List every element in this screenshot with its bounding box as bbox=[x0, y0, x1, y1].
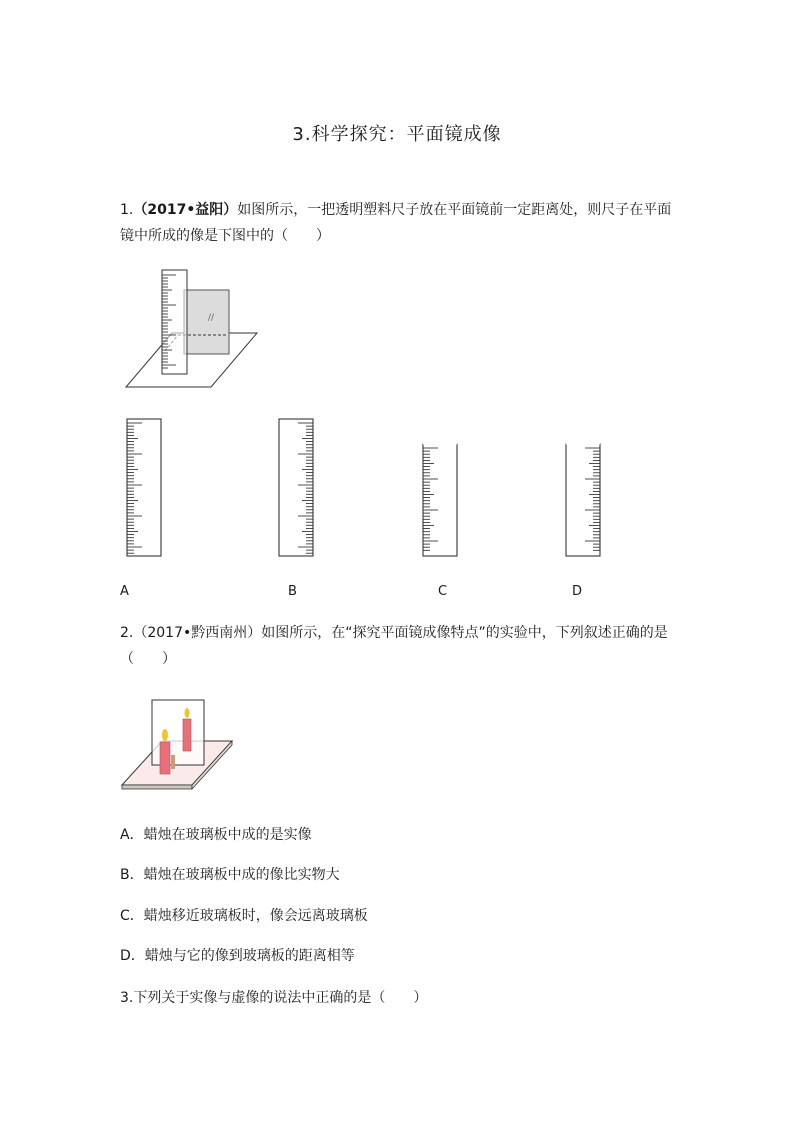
question-2-text-2: （ ） bbox=[120, 651, 176, 667]
option-ruler-d[interactable] bbox=[565, 443, 601, 558]
choice-b[interactable]: B．蜡烛在玻璃板中成的像比实物大 bbox=[120, 867, 340, 883]
choice-a[interactable]: A．蜡烛在玻璃板中成的是实像 bbox=[120, 827, 312, 843]
option-c-label[interactable]: C bbox=[438, 584, 448, 599]
page-title: 3.科学探究：平面镜成像 bbox=[292, 124, 502, 145]
question-2-text-1: 如图所示，在“探究平面镜成像特点”的实验中，下列叙述正确的是 bbox=[261, 625, 668, 641]
mirror-ruler-figure bbox=[120, 265, 265, 395]
question-3-text: 3.下列关于实像与虚像的说法中正确的是（ ） bbox=[120, 990, 428, 1006]
choice-d[interactable]: D．蜡烛与它的像到玻璃板的距离相等 bbox=[120, 948, 355, 964]
question-1-number: 1. bbox=[120, 202, 134, 218]
question-1-text-2: 镜中所成的像是下图中的（ ） bbox=[120, 228, 330, 244]
choice-c[interactable]: C．蜡烛移近玻璃板时，像会远离玻璃板 bbox=[120, 908, 368, 924]
option-ruler-a[interactable] bbox=[126, 418, 162, 558]
svg-text://: // bbox=[208, 313, 215, 323]
option-a-label[interactable]: A bbox=[120, 584, 129, 599]
option-ruler-b[interactable] bbox=[278, 418, 314, 558]
option-d-label[interactable]: D bbox=[572, 584, 583, 599]
option-ruler-c[interactable] bbox=[422, 443, 458, 558]
question-1-line1 bbox=[120, 200, 671, 220]
question-2-number: 2. bbox=[120, 625, 134, 641]
candle-glass-figure bbox=[120, 697, 235, 793]
ruler bbox=[162, 270, 187, 374]
question-2-source: （2017•黔西南州） bbox=[133, 625, 262, 641]
question-2-line1 bbox=[120, 623, 668, 643]
question-1-text-1: 如图所示，一把透明塑料尺子放在平面镜前一定距离处，则尺子在平面 bbox=[237, 202, 672, 218]
option-b-label[interactable]: B bbox=[288, 584, 297, 599]
question-1-source: （2017•益阳） bbox=[133, 202, 238, 218]
